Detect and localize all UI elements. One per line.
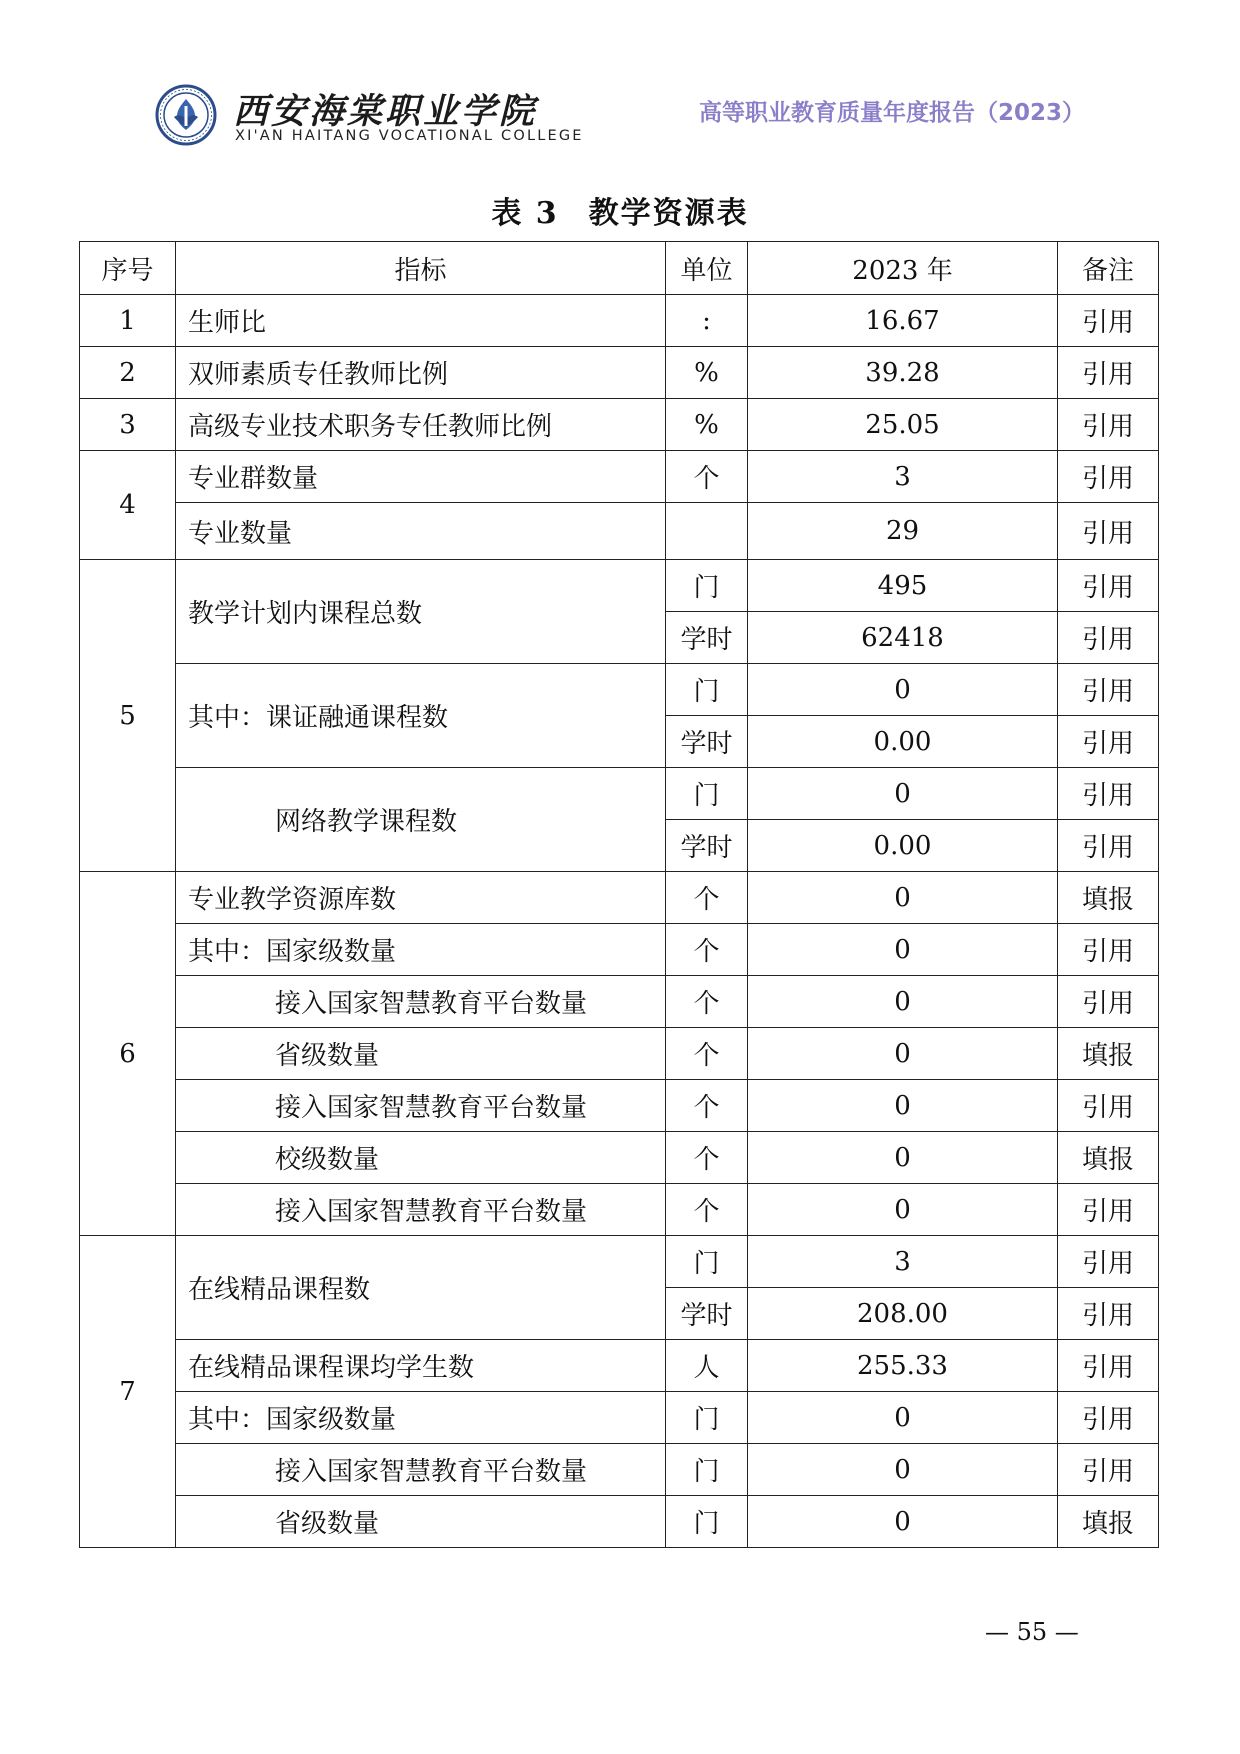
note-cell: 引用 [1058,924,1159,976]
indicator-cell: 双师素质专任教师比例 [176,347,666,399]
value-cell: 0 [748,1184,1058,1236]
page-number: — 55 — [985,1618,1079,1646]
unit-cell: 门 [666,664,748,716]
unit-cell: 个 [666,1132,748,1184]
indicator-cell: 接入国家智慧教育平台数量 [176,1184,666,1236]
unit-cell: % [666,347,748,399]
seq-cell: 4 [80,451,176,560]
table-title: 教学资源表 [588,196,749,231]
table-row [80,347,1159,399]
unit-cell: 个 [666,1184,748,1236]
note-cell: 引用 [1058,1340,1159,1392]
indicator-cell: 其中：国家级数量 [176,924,666,976]
note-cell: 引用 [1058,1288,1159,1340]
unit-cell: % [666,399,748,451]
value-cell: 0.00 [748,820,1058,872]
indicator-cell: 校级数量 [176,1132,666,1184]
note-cell: 填报 [1058,1496,1159,1548]
table-row [80,976,1159,1028]
college-emblem-icon [155,84,217,146]
unit-cell: 个 [666,451,748,503]
indicator-cell: 网络教学课程数 [176,768,666,872]
seq-cell: 2 [80,347,176,399]
table-row [80,924,1159,976]
indicator-cell: 生师比 [176,295,666,347]
unit-cell: : [666,295,748,347]
unit-cell: 人 [666,1340,748,1392]
value-cell: 0 [748,1132,1058,1184]
indicator-cell: 接入国家智慧教育平台数量 [176,976,666,1028]
indicator-cell: 在线精品课程数 [176,1236,666,1340]
value-cell: 495 [748,560,1058,612]
note-cell: 引用 [1058,1392,1159,1444]
unit-cell: 学时 [666,1288,748,1340]
note-cell: 引用 [1058,399,1159,451]
indicator-cell: 专业教学资源库数 [176,872,666,924]
indicator-cell: 接入国家智慧教育平台数量 [176,1444,666,1496]
value-cell: 3 [748,451,1058,503]
unit-cell: 个 [666,976,748,1028]
note-cell: 引用 [1058,612,1159,664]
note-cell: 引用 [1058,560,1159,612]
value-cell: 0 [748,1444,1058,1496]
note-cell: 引用 [1058,295,1159,347]
table-row [80,451,1159,503]
table-row [80,295,1159,347]
value-cell: 3 [748,1236,1058,1288]
note-cell: 引用 [1058,768,1159,820]
value-cell: 0 [748,664,1058,716]
indicator-cell: 省级数量 [176,1496,666,1548]
school-name: 西安海棠职业学院 [233,91,538,132]
unit-cell: 学时 [666,716,748,768]
unit-cell: 门 [666,1496,748,1548]
value-cell: 208.00 [748,1288,1058,1340]
unit-cell: 个 [666,872,748,924]
unit-cell: 学时 [666,820,748,872]
value-cell: 0 [748,1392,1058,1444]
indicator-cell: 专业群数量 [176,451,666,503]
unit-cell: 个 [666,924,748,976]
page-header [155,82,1085,152]
unit-cell: 个 [666,1028,748,1080]
note-cell: 引用 [1058,1444,1159,1496]
header-indicator: 指标 [176,242,666,295]
note-cell: 引用 [1058,1236,1159,1288]
value-cell: 0.00 [748,716,1058,768]
indicator-cell: 其中：国家级数量 [176,1392,666,1444]
value-cell: 0 [748,768,1058,820]
table-row [80,1444,1159,1496]
header-year: 2023 年 [748,242,1058,295]
table-row [80,1236,1159,1288]
indicator-cell: 省级数量 [176,1028,666,1080]
table-number: 表 3 [491,196,559,231]
table-row [80,1184,1159,1236]
note-cell: 填报 [1058,872,1159,924]
table-row [80,503,1159,560]
value-cell: 0 [748,1080,1058,1132]
unit-cell [666,503,748,560]
table-row [80,1392,1159,1444]
indicator-cell: 专业数量 [176,503,666,560]
note-cell: 填报 [1058,1028,1159,1080]
value-cell: 0 [748,924,1058,976]
unit-cell: 学时 [666,612,748,664]
seq-cell: 6 [80,872,176,1236]
header-seq: 序号 [80,242,176,295]
seq-cell: 7 [80,1236,176,1548]
value-cell: 0 [748,1496,1058,1548]
table-row [80,1080,1159,1132]
table-header-row [80,242,1159,295]
value-cell: 0 [748,1028,1058,1080]
note-cell: 引用 [1058,451,1159,503]
value-cell: 16.67 [748,295,1058,347]
unit-cell: 门 [666,1392,748,1444]
note-cell: 引用 [1058,1184,1159,1236]
teaching-resources-table [79,241,1159,1548]
indicator-cell: 在线精品课程课均学生数 [176,1340,666,1392]
table-caption [0,188,1240,232]
note-cell: 填报 [1058,1132,1159,1184]
unit-cell: 个 [666,1080,748,1132]
indicator-cell: 其中：课证融通课程数 [176,664,666,768]
school-name-english: XI'AN HAITANG VOCATIONAL COLLEGE [235,128,584,144]
unit-cell: 门 [666,1444,748,1496]
header-unit: 单位 [666,242,748,295]
table-row [80,1132,1159,1184]
note-cell: 引用 [1058,820,1159,872]
unit-cell: 门 [666,560,748,612]
value-cell: 29 [748,503,1058,560]
table-row [80,560,1159,612]
seq-cell: 5 [80,560,176,872]
report-title: 高等职业教育质量年度报告（2023） [698,100,1085,126]
value-cell: 0 [748,976,1058,1028]
header-note: 备注 [1058,242,1159,295]
table-row [80,664,1159,716]
value-cell: 255.33 [748,1340,1058,1392]
table-row [80,1340,1159,1392]
indicator-cell: 高级专业技术职务专任教师比例 [176,399,666,451]
note-cell: 引用 [1058,976,1159,1028]
seq-cell: 1 [80,295,176,347]
value-cell: 39.28 [748,347,1058,399]
value-cell: 0 [748,872,1058,924]
table-row [80,1028,1159,1080]
table-row [80,399,1159,451]
note-cell: 引用 [1058,503,1159,560]
note-cell: 引用 [1058,664,1159,716]
indicator-cell: 接入国家智慧教育平台数量 [176,1080,666,1132]
seq-cell: 3 [80,399,176,451]
note-cell: 引用 [1058,347,1159,399]
note-cell: 引用 [1058,1080,1159,1132]
unit-cell: 门 [666,768,748,820]
note-cell: 引用 [1058,716,1159,768]
table-row [80,872,1159,924]
table-row [80,768,1159,820]
value-cell: 25.05 [748,399,1058,451]
value-cell: 62418 [748,612,1058,664]
table-row [80,1496,1159,1548]
unit-cell: 门 [666,1236,748,1288]
indicator-cell: 教学计划内课程总数 [176,560,666,664]
